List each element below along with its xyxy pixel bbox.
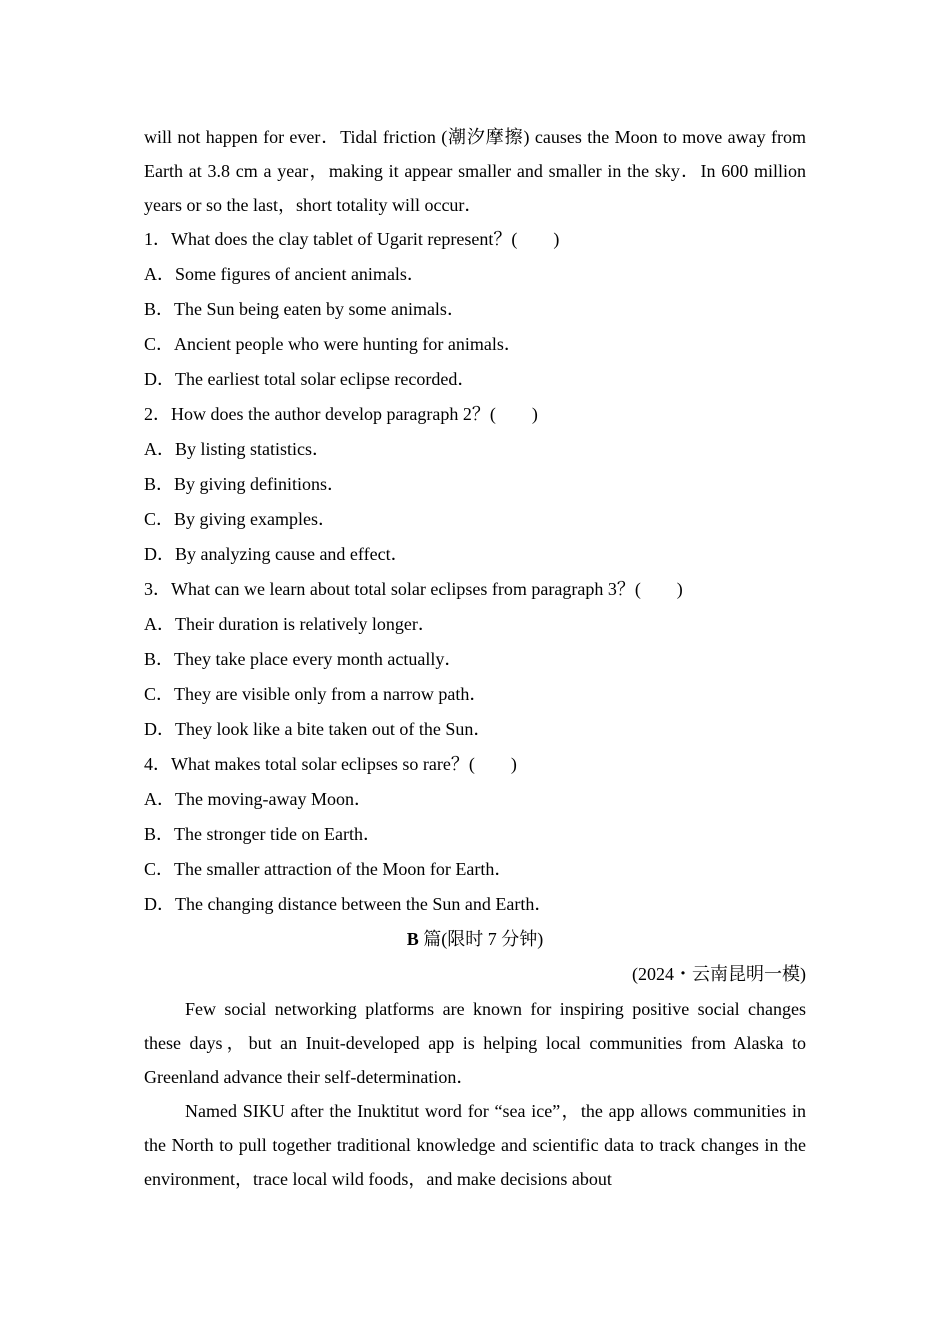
section-b-source: (2024・云南昆明一模) [632,964,806,984]
question-4 [144,747,806,922]
option-d: D．They look like a bite taken out of the Sun． [144,719,492,739]
section-b-heading [144,922,806,957]
section-b-paragraph-1: Few social networking platforms are known for inspiring positive social changes these days，but an Inuit-developed app is helping local communities from Alaska to Greenland advance their self-determination． [144,999,806,1087]
option-b: B．They take place every month actually． [144,649,463,669]
passage-a-tail: will not happen for ever．Tidal friction (潮汐摩擦) causes the Moon to move away from Earth at 3.8 cm a year，making it appear smaller and smaller in the sky．In 600 million years or so the last，short totality will occur． [144,127,806,215]
document-page [144,120,806,1196]
question-stem: 3．What can we learn about total solar eclipses from paragraph 3？( ) [144,579,683,599]
option-c: C．By giving examples． [144,509,336,529]
option-b: B．The stronger tide on Earth． [144,824,381,844]
option-a: A．By listing statistics． [144,439,331,459]
option-d: D．By analyzing cause and effect． [144,544,409,564]
section-b-paragraph-2: Named SIKU after the Inuktitut word for “sea ice”，the app allows communities in the North to pull together traditional knowledge and scientific data to track changes in the environment，trace local wild foods，and make decisions about [144,1101,806,1189]
option-c: C．The smaller attraction of the Moon for Earth． [144,859,513,879]
option-b: B．The Sun being eaten by some animals． [144,299,465,319]
question-3 [144,572,806,747]
option-a: A．Some figures of ancient animals． [144,264,425,284]
question-stem: 2．How does the author develop paragraph 2？( ) [144,404,538,424]
option-c: C．They are visible only from a narrow path． [144,684,488,704]
question-stem: 1．What does the clay tablet of Ugarit represent？( ) [144,229,560,249]
section-b-label: B [406,929,419,949]
question-stem: 4．What makes total solar eclipses so rare？( ) [144,754,517,774]
option-a: A．Their duration is relatively longer． [144,614,436,634]
option-d: D．The changing distance between the Sun and Earth． [144,894,553,914]
option-a: A．The moving-away Moon． [144,789,372,809]
option-b: B．By giving definitions． [144,474,346,494]
question-2 [144,397,806,572]
question-1 [144,222,806,397]
option-c: C．Ancient people who were hunting for animals． [144,334,522,354]
option-d: D．The earliest total solar eclipse recorded． [144,369,476,389]
section-b-time-limit: 篇(限时 7 分钟) [418,929,544,949]
